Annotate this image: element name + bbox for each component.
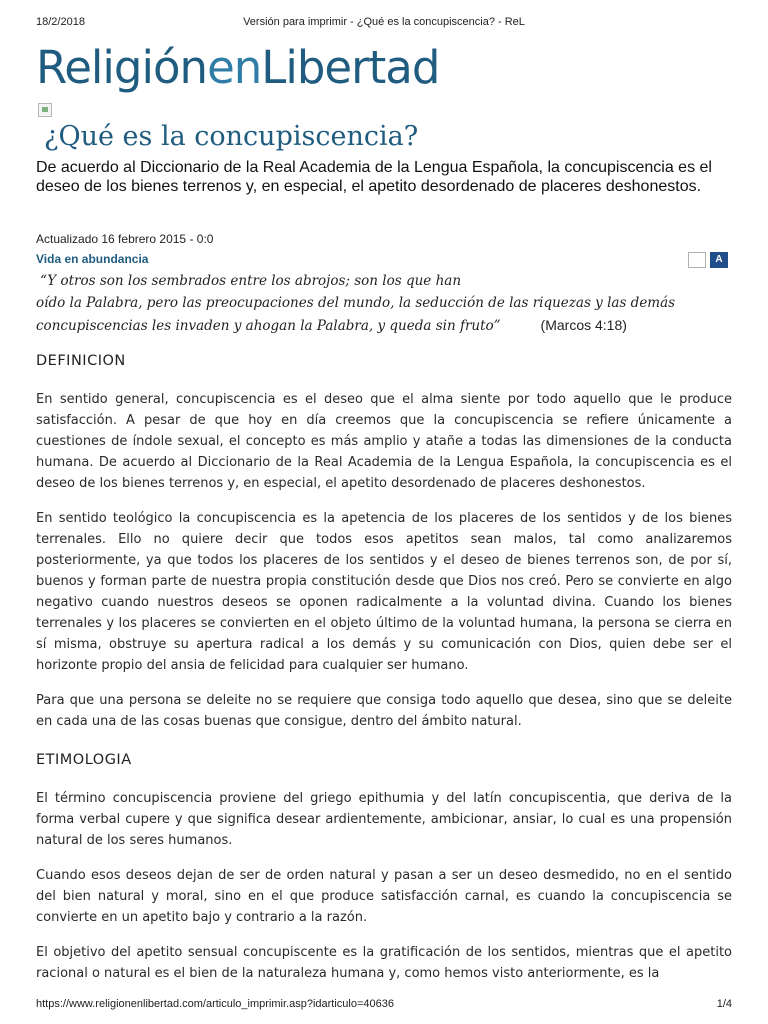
article-body <box>36 345 732 998</box>
broken-image-icon <box>38 103 52 117</box>
print-header <box>36 16 732 30</box>
quote-line-3: concupiscencias les invaden y ahogan la Palabra, y queda sin fruto” <box>36 318 501 334</box>
updated-date: Actualizado 16 febrero 2015 - 0:0 <box>36 232 214 246</box>
paragraph: Cuando esos deseos dejan de ser de orden natural y pasan a ser un deseo desmedido, no en el sentido del bien natural y moral, sino en el que produce satisfacción carnal, es cuando la concupiscencia se convierte en un apetito bajo y contrario a la razón. <box>36 868 732 925</box>
heading-definicion: DEFINICION <box>36 353 126 369</box>
paragraph: Para que una persona se deleite no se requiere que consiga todo aquello que desea, sino que se deleite en cada una de las cosas buenas que consigue, dentro del ámbito natural. <box>36 693 732 729</box>
logo-part-en: en <box>207 41 262 94</box>
print-url: https://www.religionenlibertad.com/articulo_imprimir.asp?idarticulo=40636 <box>36 998 394 1010</box>
font-decrease-button[interactable] <box>688 252 706 268</box>
logo-part-religion: Religión <box>36 41 208 94</box>
logo-part-libertad: Libertad <box>261 41 440 94</box>
paragraph: En sentido general, concupiscencia es el deseo que el alma siente por todo aquello que le produce satisfacción. A pesar de que hoy en día creemos que la concupiscencia se refiere únicamente a cuestiones de índole sexual, el concepto es más amplio y atañe a todas las dimensiones de la conducta humana. De acuerdo al Diccionario de la Real Academia de la Lengua Española, la concupiscencia es el deseo de los bienes terrenos y, en especial, el apetito desordenado de placeres deshonestos. <box>36 392 732 491</box>
quote-reference: (Marcos 4:18) <box>540 317 627 333</box>
print-date: 18/2/2018 <box>36 16 85 28</box>
article-title: ¿Qué es la concupiscencia? <box>44 121 419 152</box>
article-subtitle: De acuerdo al Diccionario de la Real Academia de la Lengua Española, la concupiscencia es el deseo de los bienes terrenos y, en especial, el apetito desordenado de placeres deshonestos. <box>36 159 712 195</box>
print-page-title: Versión para imprimir - ¿Qué es la concupiscencia? - ReL <box>243 16 525 28</box>
quote-line-2: oído la Palabra, pero las preocupaciones del mundo, la seducción de las riquezas y las demás <box>36 295 676 311</box>
font-increase-button[interactable]: A <box>710 252 728 268</box>
quote-line-1: “Y otros son los sembrados entre los abrojos; son los que han <box>40 273 462 289</box>
bible-quote <box>36 270 736 337</box>
section-link[interactable]: Vida en abundancia <box>36 252 149 266</box>
print-footer <box>36 998 732 1012</box>
heading-etimologia: ETIMOLOGIA <box>36 752 132 768</box>
paragraph: El término concupiscencia proviene del griego epithumia y del latín concupiscentia, que deriva de la forma verbal cupere y que significa desear ardientemente, ambicionar, ansiar, lo cual es una propensión natural de los seres humanos. <box>36 791 732 848</box>
paragraph: El objetivo del apetito sensual concupiscente es la gratificación de los sentidos, mientras que el apetito racional o natural es el bien de la naturaleza humana y, como hemos visto anteriormente, es la <box>36 945 732 981</box>
page-number: 1/4 <box>716 998 732 1010</box>
paragraph: En sentido teológico la concupiscencia es la apetencia de los placeres de los sentidos y de los bienes terrenales. Ello no quiere decir que todos esos apetitos sean malos, tal como analizaremos posteriormente, ya que todos los placeres de los sentidos y el deseo de bienes terrenos son, de por sí, buenos y forman parte de nuestra propia constitución desde que Dios nos creó. Pero se convierte en algo negativo cuando nuestros deseos se oponen radicalmente a la voluntad divina. Cuando los bienes terrenales y los placeres se convierten en el objeto último de la voluntad humana, la persona se cierra en sí misma, obstruye su apertura radical a los demás y su comunicación con Dios, quien debe ser el horizonte propio del ansia de felicidad para cualquier ser humano. <box>36 511 732 673</box>
site-logo[interactable] <box>36 40 439 96</box>
